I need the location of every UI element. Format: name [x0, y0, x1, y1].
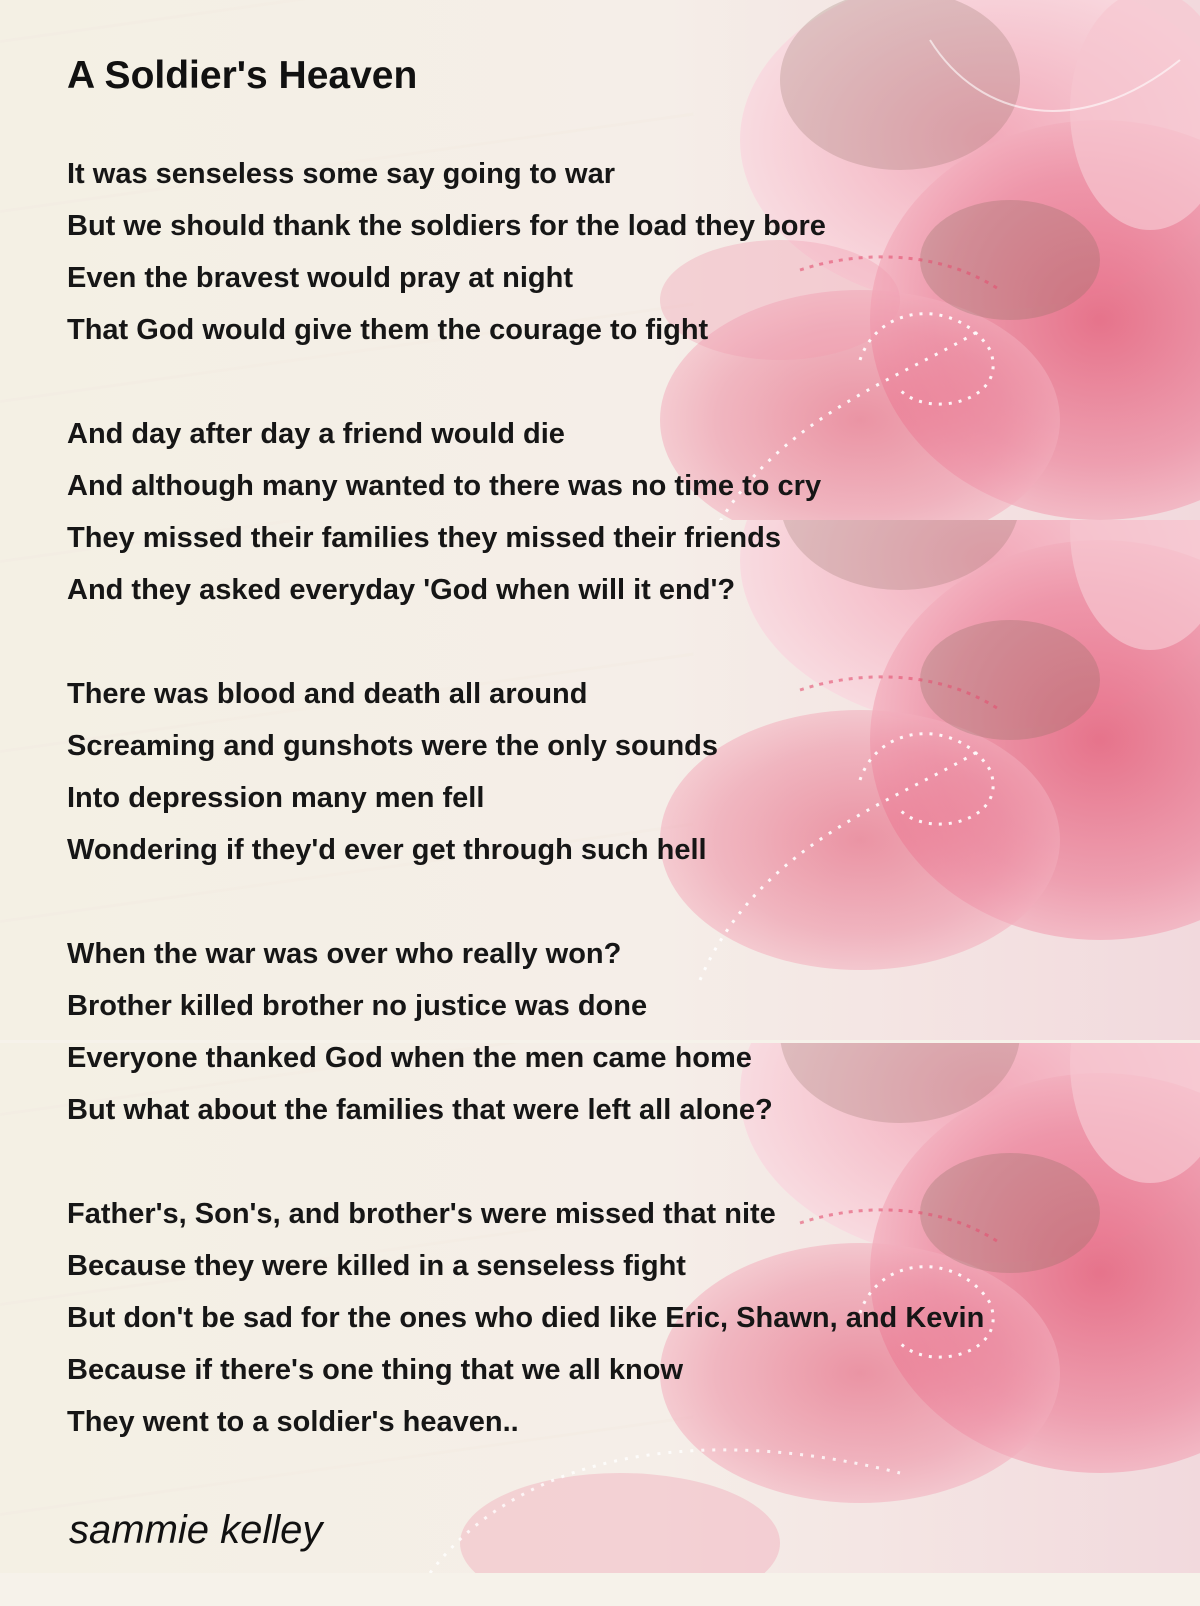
verse-line: And day after day a friend would die	[67, 418, 565, 450]
verse-line: Brother killed brother no justice was done	[67, 990, 648, 1022]
verse-line: But what about the families that were left all alone?	[67, 1094, 773, 1126]
verse-line: But don't be sad for the ones who died like Eric, Shawn, and Kevin	[67, 1302, 985, 1334]
verse-line: Screaming and gunshots were the only sounds	[67, 730, 718, 762]
verse-line: And they asked everyday 'God when will it end'?	[67, 574, 736, 606]
verse-line: Father's, Son's, and brother's were missed that nite	[67, 1198, 776, 1230]
verse-line: Because if there's one thing that we all know	[67, 1354, 684, 1386]
verse-line: It was senseless some say going to war	[67, 158, 615, 190]
verse-line: Because they were killed in a senseless fight	[67, 1250, 686, 1282]
verse-line: They missed their families they missed their friends	[67, 522, 781, 554]
verse-line: Even the bravest would pray at night	[67, 262, 573, 294]
verse-line: Everyone thanked God when the men came home	[67, 1042, 752, 1074]
verse-line: There was blood and death all around	[67, 678, 588, 710]
poem-title: A Soldier's Heaven	[67, 54, 418, 97]
verse-line: When the war was over who really won?	[67, 938, 622, 970]
verse-line: Into depression many men fell	[67, 782, 485, 814]
verse-line: Wondering if they'd ever get through such hell	[67, 834, 707, 866]
verse-line: And although many wanted to there was no time to cry	[67, 470, 822, 502]
stanza-5	[67, 1188, 984, 1448]
stanza-2	[67, 408, 821, 616]
stanza-4	[67, 928, 773, 1136]
verse-line: That God would give them the courage to fight	[67, 314, 709, 346]
verse-line: But we should thank the soldiers for the load they bore	[67, 210, 826, 242]
stanza-3	[67, 668, 718, 876]
stanza-1	[67, 148, 826, 356]
verse-line: They went to a soldier's heaven..	[67, 1406, 519, 1438]
poem-author: sammie kelley	[69, 1508, 323, 1552]
